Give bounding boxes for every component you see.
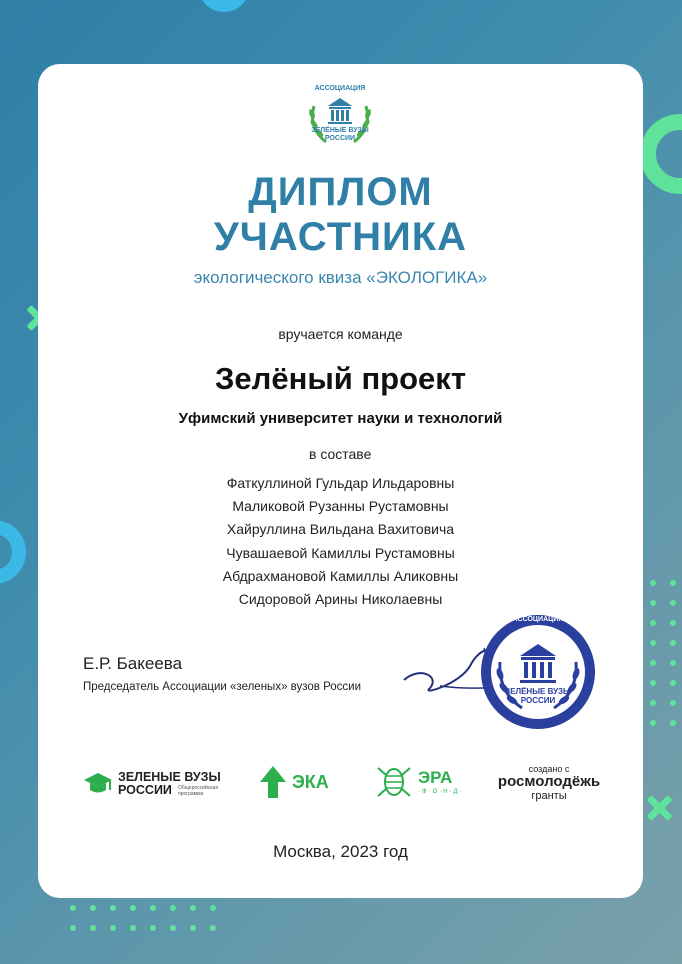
tree-arrow-icon bbox=[258, 764, 288, 800]
association-seal-stamp bbox=[478, 612, 598, 732]
member-list bbox=[38, 472, 643, 611]
emblem-text-top: АССОЦИАЦИЯ bbox=[314, 85, 366, 92]
university-name: Уфимский университет науки и технологий bbox=[178, 410, 503, 427]
decorative-cross-icon bbox=[646, 795, 672, 821]
association-emblem-icon bbox=[300, 76, 380, 156]
city-year: Москва, 2023 год bbox=[273, 842, 408, 861]
rosmolodezh-logo bbox=[489, 764, 609, 802]
member-name: Хайруллина Вильдана Вахитовича bbox=[226, 521, 455, 538]
green-universities-line2: РОССИИ bbox=[118, 783, 172, 797]
member-name: Чувашаевой Камиллы Рустамовны bbox=[226, 544, 455, 561]
seal-text-line2: РОССИИ bbox=[520, 696, 556, 705]
team-name: Зелёный проект bbox=[215, 361, 466, 396]
graduation-cap-leaf-icon bbox=[82, 770, 114, 798]
green-universities-caption: Общероссийская программа bbox=[178, 785, 219, 797]
diploma-subtitle: экологического квиза «ЭКОЛОГИКА» bbox=[193, 268, 488, 287]
handed-to-text: вручается команде bbox=[278, 326, 403, 342]
decorative-ring bbox=[198, 0, 250, 12]
era-text: ЭРА bbox=[418, 768, 453, 787]
pinecone-icon bbox=[374, 762, 414, 800]
member-name: Маликовой Рузанны Рустамовны bbox=[232, 498, 449, 515]
eka-text: ЭКА bbox=[292, 772, 329, 792]
member-name: Сидоровой Арины Николаевны bbox=[238, 591, 443, 608]
decorative-dots bbox=[650, 580, 676, 726]
seal-text-line1: ЗЕЛЁНЫЕ ВУЗЫ bbox=[505, 687, 571, 696]
rosmolodezh-name: росмолодёжь bbox=[497, 773, 601, 790]
emblem-text-line2: РОССИИ bbox=[324, 135, 356, 142]
title-line-1: ДИПЛОМ bbox=[248, 170, 433, 214]
decorative-ring bbox=[640, 114, 682, 194]
member-name: Фаткуллиной Гульдар Ильдаровны bbox=[226, 475, 455, 491]
eka-logo bbox=[258, 764, 329, 805]
signatory-name: Е.Р. Бакеева bbox=[83, 654, 183, 673]
era-subtext: ·Ф·О·Н·Д· bbox=[418, 789, 464, 795]
composed-of-text: в составе bbox=[309, 446, 372, 462]
rosmolodezh-top-text: создано с bbox=[528, 764, 570, 774]
emblem-text-line1: ЗЕЛЁНЫЕ ВУЗЫ bbox=[311, 127, 369, 134]
title-line-2: УЧАСТНИКА bbox=[213, 215, 468, 259]
seal-text-top: АССОЦИАЦИЯ bbox=[512, 616, 564, 623]
signatory-position: Председатель Ассоциации «зеленых» вузов России bbox=[83, 681, 362, 693]
rosmolodezh-bottom-text: гранты bbox=[531, 790, 567, 802]
member-name: Абдрахмановой Камиллы Аликовны bbox=[222, 567, 459, 584]
diploma-card bbox=[38, 64, 643, 898]
green-universities-logo bbox=[82, 770, 221, 803]
decorative-ring bbox=[0, 520, 26, 584]
green-universities-line1: ЗЕЛЕНЫЕ ВУЗЫ bbox=[118, 770, 221, 784]
era-logo bbox=[374, 762, 464, 805]
partner-logos bbox=[38, 758, 643, 808]
diploma-title bbox=[38, 170, 643, 260]
decorative-dots bbox=[70, 905, 216, 931]
